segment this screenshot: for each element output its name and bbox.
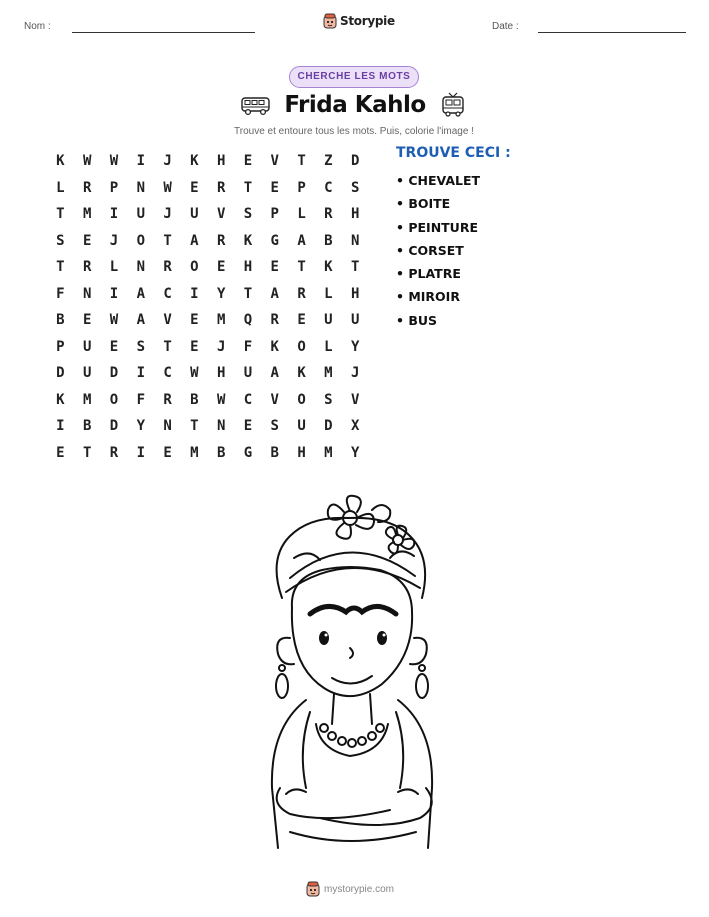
grid-row	[47, 175, 369, 202]
grid-cell[interactable]: G	[243, 444, 253, 461]
grid-cell[interactable]: E	[190, 338, 199, 355]
grid-cell[interactable]: T	[56, 206, 65, 223]
word-list-title: TROUVE CECI :	[396, 145, 511, 161]
grid-cell[interactable]: O	[136, 232, 145, 249]
grid-cell[interactable]: E	[56, 444, 65, 461]
grid-cell[interactable]: U	[82, 338, 92, 355]
grid-cell[interactable]: K	[56, 391, 65, 408]
grid-cell[interactable]: C	[243, 391, 253, 408]
grid-cell[interactable]: A	[270, 365, 279, 382]
grid-cell[interactable]: S	[350, 179, 360, 196]
grid-cell[interactable]: E	[297, 312, 306, 329]
footer	[306, 881, 394, 897]
word-item: • PLATRE	[396, 266, 461, 282]
grid-cell[interactable]: T	[297, 259, 306, 276]
grid-cell[interactable]: R	[163, 391, 172, 408]
grid-cell[interactable]: O	[297, 391, 306, 408]
grid-cell[interactable]: X	[350, 418, 360, 435]
grid-cell[interactable]: S	[270, 418, 279, 435]
grid-cell[interactable]: E	[216, 259, 226, 276]
grid-cell[interactable]: R	[297, 285, 306, 302]
grid-cell[interactable]: R	[270, 312, 279, 329]
word-item: • BUS	[396, 312, 438, 328]
grid-cell[interactable]: H	[350, 206, 360, 223]
grid-row	[47, 334, 369, 361]
grid-cell[interactable]: B	[216, 444, 226, 461]
grid-cell[interactable]: S	[243, 206, 253, 223]
grid-cell[interactable]: B	[270, 444, 279, 461]
grid-cell[interactable]: D	[350, 153, 360, 170]
grid-cell[interactable]: V	[350, 391, 360, 408]
grid-cell[interactable]: M	[324, 444, 333, 461]
grid-cell[interactable]: A	[190, 232, 199, 249]
grid-cell[interactable]: I	[109, 206, 119, 223]
date-label: Date :	[492, 21, 519, 32]
word-list	[396, 171, 480, 334]
grid-cell[interactable]: K	[270, 338, 279, 355]
word-search-grid	[47, 148, 369, 466]
grid-cell[interactable]: P	[270, 206, 279, 223]
grid-cell[interactable]: C	[324, 179, 333, 196]
grid-cell[interactable]: T	[350, 259, 360, 276]
grid-cell[interactable]: D	[56, 365, 65, 382]
grid-cell[interactable]: R	[216, 179, 226, 196]
grid-cell[interactable]: L	[109, 259, 119, 276]
grid-cell[interactable]: O	[109, 391, 119, 408]
grid-cell[interactable]: J	[216, 338, 226, 355]
grid-cell[interactable]: Z	[324, 153, 333, 170]
grid-cell[interactable]: E	[243, 153, 253, 170]
grid-cell[interactable]: H	[243, 259, 253, 276]
grid-cell[interactable]: R	[82, 179, 92, 196]
word-item: • MIROIR	[396, 289, 460, 305]
grid-cell[interactable]: V	[270, 153, 279, 170]
grid-cell[interactable]: G	[270, 232, 279, 249]
grid-cell[interactable]: U	[82, 365, 92, 382]
grid-cell[interactable]: W	[109, 312, 119, 329]
grid-cell[interactable]: Y	[350, 338, 360, 355]
grid-cell[interactable]: T	[190, 418, 199, 435]
grid-cell[interactable]: B	[190, 391, 199, 408]
grid-cell[interactable]: A	[270, 285, 279, 302]
word-item: • CORSET	[396, 242, 464, 258]
grid-row	[47, 307, 369, 334]
grid-cell[interactable]: H	[297, 444, 306, 461]
grid-cell[interactable]: N	[216, 418, 226, 435]
grid-cell[interactable]: J	[350, 365, 360, 382]
grid-row	[47, 201, 369, 228]
grid-cell[interactable]: Y	[216, 285, 226, 302]
storypie-logo-icon	[306, 881, 320, 897]
grid-cell[interactable]: M	[324, 365, 333, 382]
grid-cell[interactable]: U	[136, 206, 145, 223]
grid-cell[interactable]: V	[163, 312, 172, 329]
grid-cell[interactable]: T	[243, 285, 253, 302]
grid-cell[interactable]: K	[324, 259, 333, 276]
word-item: • CHEVALET	[396, 173, 481, 188]
grid-cell[interactable]: J	[163, 153, 172, 170]
grid-cell[interactable]: M	[216, 312, 226, 329]
grid-cell[interactable]: N	[136, 259, 145, 276]
grid-cell[interactable]: O	[297, 338, 306, 355]
grid-cell[interactable]: U	[350, 312, 360, 329]
grid-cell[interactable]: T	[163, 338, 172, 355]
grid-row	[47, 148, 369, 175]
grid-cell[interactable]: E	[82, 232, 92, 249]
word-item: • BOITE	[396, 196, 451, 212]
grid-cell[interactable]: H	[350, 285, 360, 302]
name-line	[72, 32, 255, 33]
grid-cell[interactable]: D	[109, 418, 119, 435]
grid-row	[47, 360, 369, 387]
footer-url: mystorypie.com	[324, 883, 395, 895]
grid-cell[interactable]: L	[324, 338, 333, 355]
grid-cell[interactable]: T	[243, 179, 253, 196]
grid-cell[interactable]: E	[109, 338, 119, 355]
grid-cell[interactable]: I	[56, 418, 65, 435]
grid-cell[interactable]: D	[109, 365, 119, 382]
grid-cell[interactable]: A	[136, 312, 145, 329]
grid-cell[interactable]: U	[324, 312, 333, 329]
grid-row	[47, 228, 369, 255]
grid-cell[interactable]: W	[82, 153, 92, 170]
brand	[323, 13, 395, 29]
grid-cell[interactable]: P	[109, 179, 119, 196]
grid-cell[interactable]: R	[324, 206, 333, 223]
grid-cell[interactable]: B	[56, 312, 65, 329]
grid-cell[interactable]: T	[82, 444, 92, 461]
grid-cell[interactable]: I	[136, 365, 145, 382]
grid-cell[interactable]: U	[190, 206, 199, 223]
grid-cell[interactable]: D	[324, 418, 333, 435]
tram-icon	[439, 92, 467, 118]
grid-cell[interactable]: P	[56, 338, 65, 355]
grid-cell[interactable]: L	[56, 179, 65, 196]
grid-cell[interactable]: V	[216, 206, 226, 223]
grid-cell[interactable]: N	[136, 179, 145, 196]
date-line	[538, 32, 686, 33]
grid-cell[interactable]: I	[190, 285, 199, 302]
page-title: Frida Kahlo	[284, 92, 426, 118]
grid-cell[interactable]: A	[136, 285, 145, 302]
grid-cell[interactable]: P	[297, 179, 306, 196]
grid-cell[interactable]: Y	[350, 444, 360, 461]
grid-cell[interactable]: K	[297, 365, 306, 382]
grid-cell[interactable]: H	[216, 365, 226, 382]
grid-row	[47, 387, 369, 414]
grid-cell[interactable]: V	[270, 391, 279, 408]
grid-cell[interactable]: N	[82, 285, 92, 302]
grid-cell[interactable]: Q	[243, 312, 253, 329]
grid-row	[47, 281, 369, 308]
grid-cell[interactable]: M	[190, 444, 199, 461]
grid-cell[interactable]: J	[163, 206, 172, 223]
grid-row	[47, 254, 369, 281]
grid-cell[interactable]: C	[163, 365, 172, 382]
grid-cell[interactable]: F	[136, 391, 145, 408]
grid-cell[interactable]: T	[56, 259, 65, 276]
grid-cell[interactable]: K	[56, 153, 65, 170]
grid-cell[interactable]: W	[163, 179, 172, 196]
grid-cell[interactable]: S	[56, 232, 65, 249]
grid-cell[interactable]: E	[163, 444, 172, 461]
grid-cell[interactable]: J	[109, 232, 119, 249]
grid-cell[interactable]: E	[270, 259, 279, 276]
grid-cell[interactable]: S	[136, 338, 145, 355]
grid-cell[interactable]: K	[243, 232, 253, 249]
grid-cell[interactable]: E	[82, 312, 92, 329]
grid-cell[interactable]: L	[324, 285, 333, 302]
grid-cell[interactable]: N	[163, 418, 172, 435]
grid-row	[47, 440, 369, 467]
grid-cell[interactable]: K	[190, 153, 199, 170]
grid-cell[interactable]: R	[82, 259, 92, 276]
grid-cell[interactable]: F	[243, 338, 253, 355]
storypie-logo-icon	[323, 13, 337, 29]
instructions: Trouve et entoure tous les mots. Puis, colorie l'image !	[234, 126, 474, 137]
grid-cell[interactable]: Y	[136, 418, 145, 435]
grid-cell[interactable]: E	[270, 179, 279, 196]
grid-cell[interactable]: L	[297, 206, 306, 223]
brand-name: Storypie	[340, 14, 395, 28]
grid-cell[interactable]: R	[109, 444, 119, 461]
grid-cell[interactable]: W	[190, 365, 199, 382]
grid-cell[interactable]: U	[243, 365, 253, 382]
grid-cell[interactable]: E	[243, 418, 253, 435]
grid-cell[interactable]: T	[297, 153, 306, 170]
grid-cell[interactable]: I	[109, 285, 119, 302]
grid-cell[interactable]: I	[136, 444, 145, 461]
grid-cell[interactable]: T	[163, 232, 172, 249]
activity-badge: CHERCHE LES MOTS	[289, 66, 419, 88]
name-label: Nom :	[24, 21, 51, 32]
grid-cell[interactable]: B	[82, 418, 92, 435]
grid-row	[47, 413, 369, 440]
grid-cell[interactable]: I	[136, 153, 145, 170]
word-item: • PEINTURE	[396, 219, 478, 235]
grid-cell[interactable]: R	[163, 259, 172, 276]
grid-cell[interactable]: W	[109, 153, 119, 170]
grid-cell[interactable]: N	[350, 232, 360, 249]
grid-cell[interactable]: E	[190, 312, 199, 329]
grid-cell[interactable]: M	[82, 206, 92, 223]
grid-cell[interactable]: F	[56, 285, 65, 302]
frida-kahlo-coloring-illustration	[250, 488, 460, 858]
grid-cell[interactable]: C	[163, 285, 172, 302]
grid-cell[interactable]: B	[324, 232, 333, 249]
grid-cell[interactable]: S	[324, 391, 333, 408]
grid-cell[interactable]: E	[190, 179, 199, 196]
grid-cell[interactable]: U	[297, 418, 306, 435]
grid-cell[interactable]: O	[190, 259, 199, 276]
grid-cell[interactable]: H	[216, 153, 226, 170]
grid-cell[interactable]: W	[216, 391, 226, 408]
grid-cell[interactable]: A	[297, 232, 306, 249]
grid-cell[interactable]: R	[216, 232, 226, 249]
grid-cell[interactable]: M	[82, 391, 92, 408]
